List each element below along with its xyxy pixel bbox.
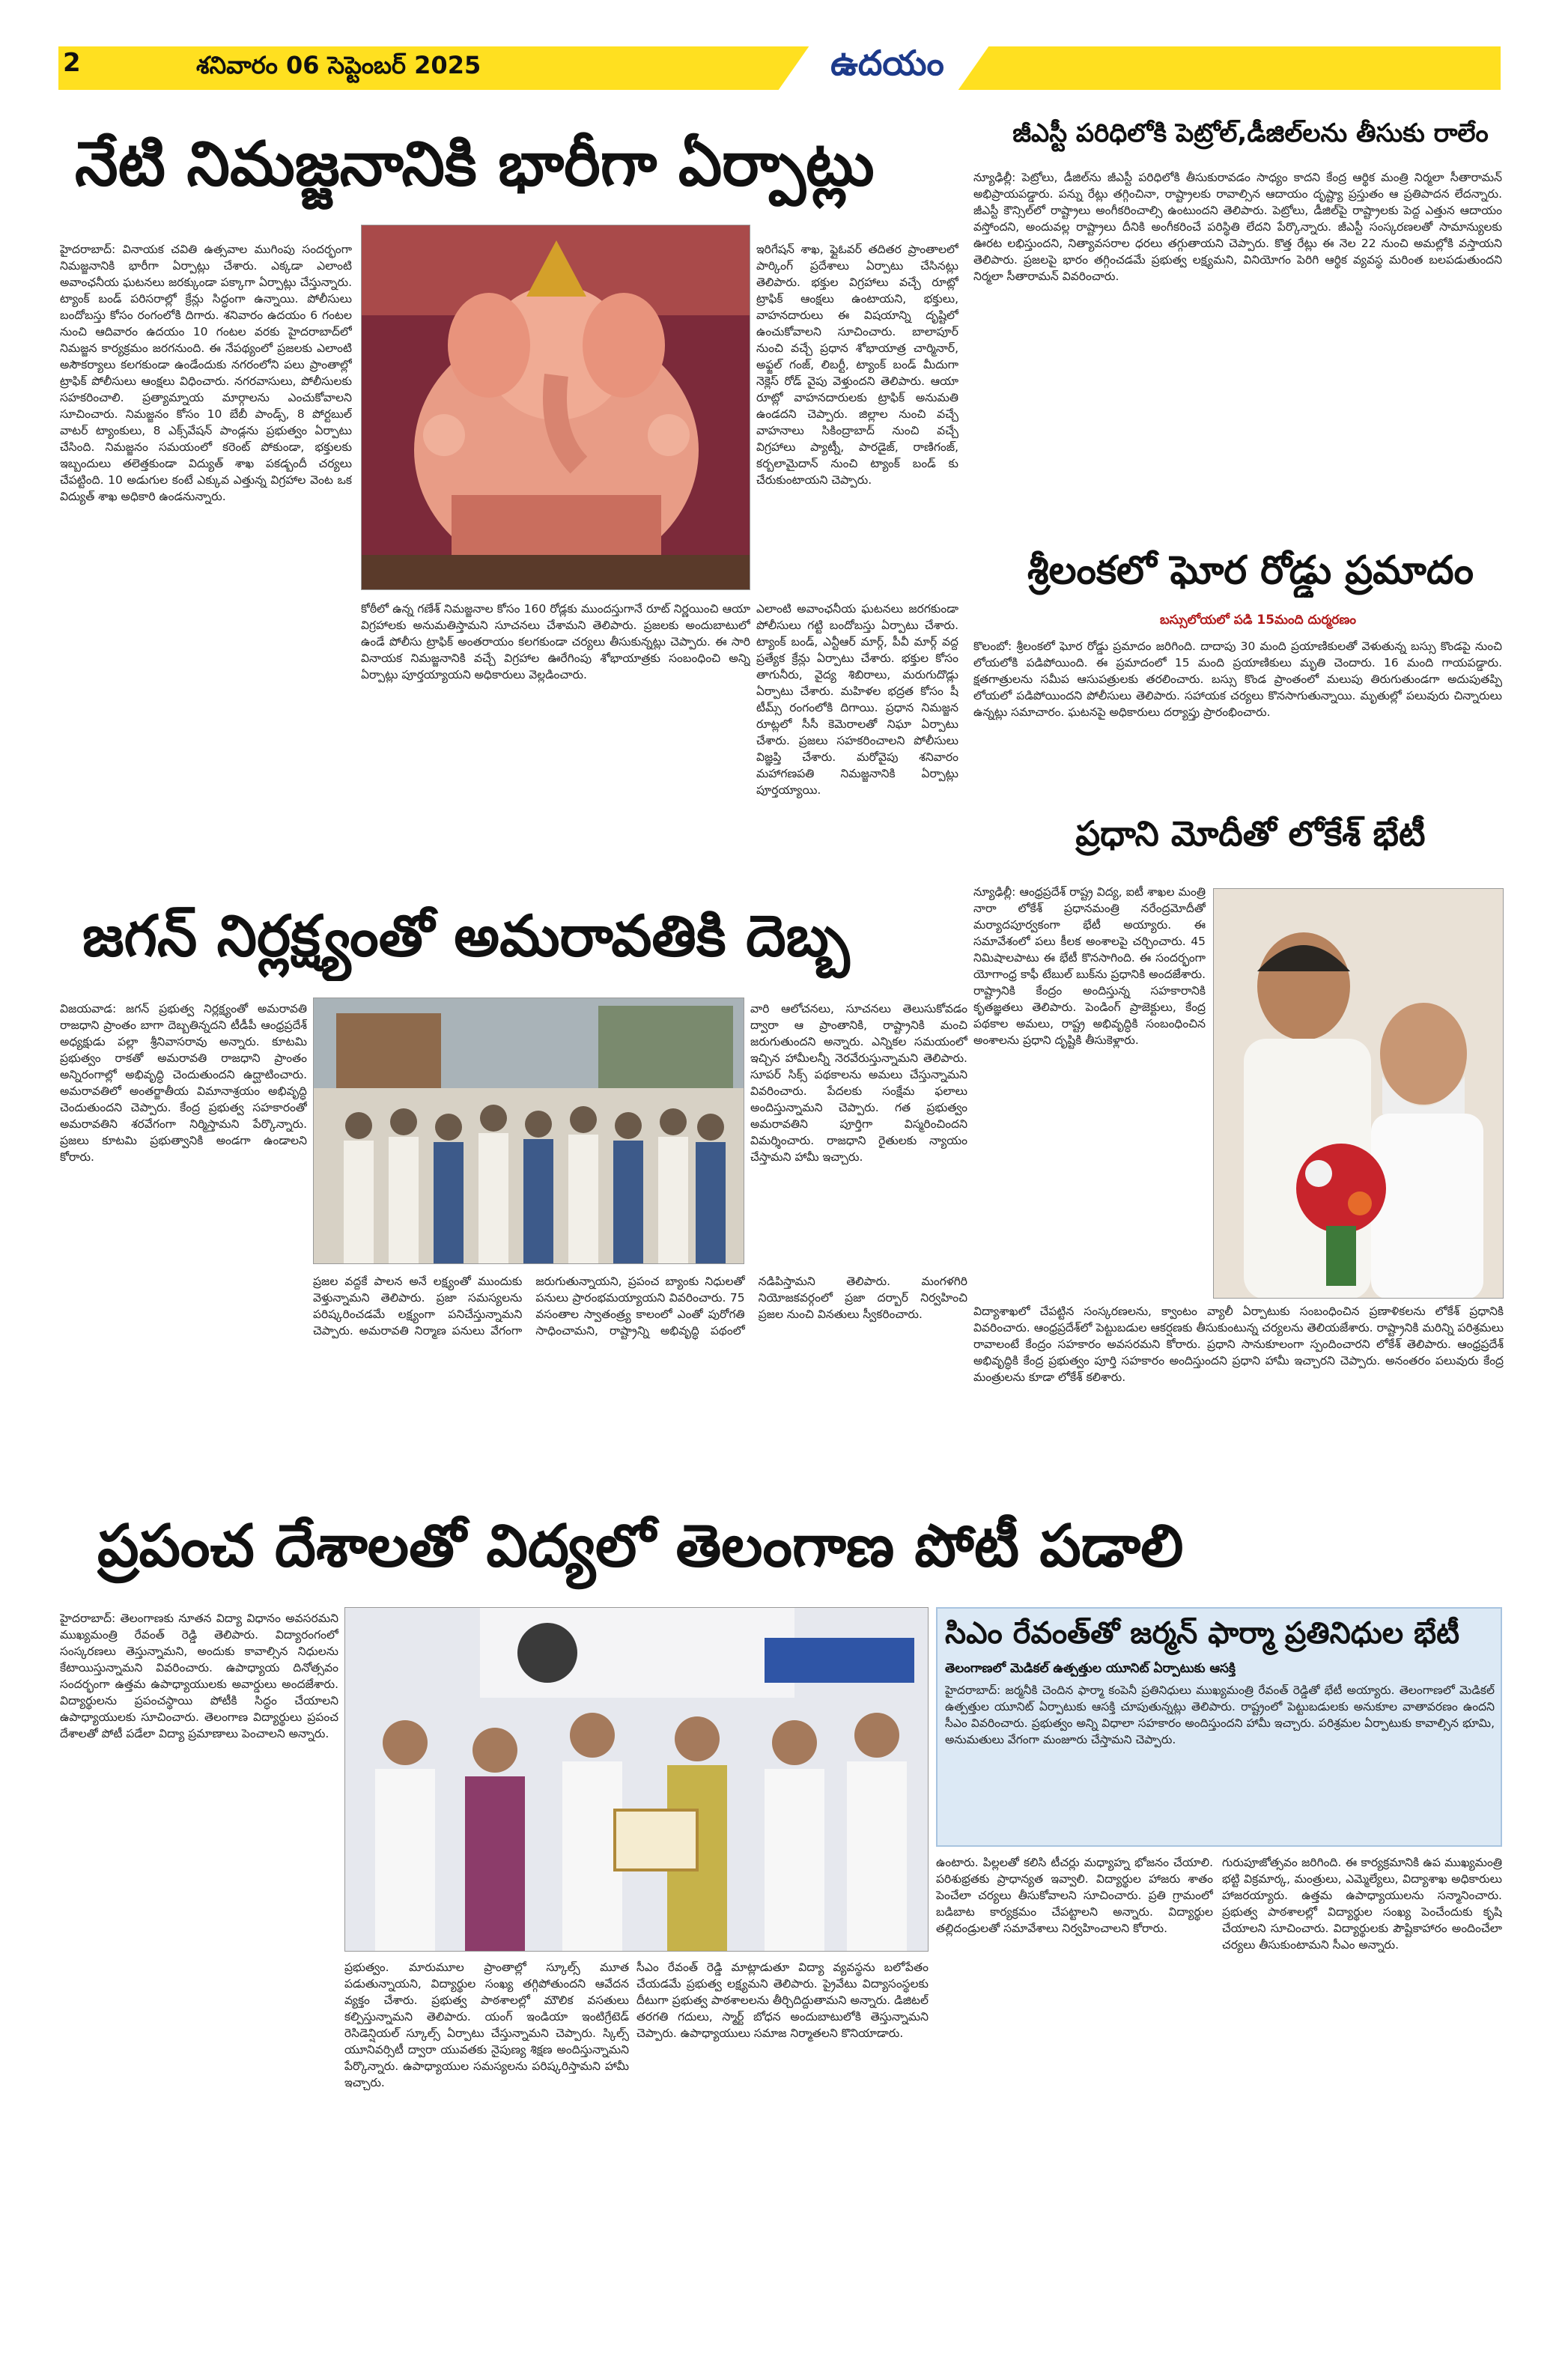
modi-text-top: న్యూఢిల్లీ: ఆంధ్రప్రదేశ్ రాష్ట్ర విద్య, ఐటీ శాఖల మంత్రి నారా లోకేశ్ ప్రధానమంత్రి నరేంద్రమోదీతో మర్యాదపూర్వకంగా భేటీ అయ్యారు. ఈ సమావేశంలో పలు కీలక అంశాలపై చర్చించారు. 45 నిమిషాలపాటు ఈ భేటీ కొనసాగింది. ఈ సందర్భంగా యోగాంధ్ర కాఫీ టేబుల్ బుక్‌ను ప్రధానికి అందజేశారు. రాష్ట్రానికి కేంద్రం అందిస్తున్న సహకారానికి కృతజ్ఞతలు తెలిపారు. పెండింగ్ ప్రాజెక్టులు, కేంద్ర పథకాల అమలు, రాష్ట్ర అభివృద్ధికి సంబంధించిన అంశాలను ప్రధాని దృష్టికి తీసుకెళ్లారు.	[973, 885, 1206, 1047]
headline-germany: సిఎం రేవంత్‌తో జర్మన్ ఫార్మా ప్రతినిధుల భేటీ	[945, 1616, 1459, 1651]
immersion-col3: కోఠీలో ఉన్న గణేశ్ నిమజ్జనాల కోసం 160 రోడ్లకు ముందస్తుగానే రూట్ నిర్ణయించి ఆయా విగ్రహాలకు అనుమతిస్తామని సూచనలు చేశామని తెలిపారు. ప్రజలకు అందుబాటులో ఉండే పోలీసు ట్రాఫిక్ అంతరాయం కలగకుండా చర్యలు తీసుకున్నట్లు చెప్పారు. ఈ సారి వినాయక నిమజ్జనానికి వచ్చే విగ్రహాల ఊరేగింపు శోభాయాత్రకు సంబంధించి అన్ని ఏర్పాట్లు పూర్తయ్యాయని అధికారులు వెల్లడించారు.	[361, 602, 750, 681]
modi-text-bottom: విద్యాశాఖలో చేపట్టిన సంస్కరణలను, క్వాంటం వ్యాలీ ఏర్పాటుకు సంబంధించిన ప్రణాళికలను లోకేశ్ ప్రధానికి వివరించారు. ఆంధ్రప్రదేశ్‌లో పెట్టుబడుల ఆకర్షణకు తీసుకుంటున్న చర్యలను తెలియజేశారు. రాష్ట్రానికి మరిన్ని పరిశ్రమలు రావాలంటే కేంద్రం సహకారం అవసరమని కోరారు. ప్రధాని సానుకూలంగా స్పందించారని లోకేశ్ తెలిపారు. ఆంధ్రప్రదేశ్ అభివృద్ధికి కేంద్ర ప్రభుత్వం పూర్తి సహకారం అందిస్తుందని ప్రధాని హామీ ఇచ్చారని చెప్పారు. అనంతరం పలువురు కేంద్ర మంత్రులను కూడా లోకేశ్ కలిశారు.	[973, 1305, 1504, 1384]
headline-telangana: ప్రపంచ దేశాలతో విద్యలో తెలంగాణ పోటీ పడాలి	[97, 1513, 1184, 1580]
immersion-col4: ఎలాంటి అవాంఛనీయ ఘటనలు జరగకుండా పోలీసులు గట్టి బందోబస్తు ఏర్పాటు చేశారు. ట్యాంక్ బండ్, ఎన్టీఆర్ మార్గ్, పీవీ మార్గ్ వద్ద ప్రత్యేక క్రేన్లు ఏర్పాటు చేశారు. భక్తుల కోసం తాగునీరు, వైద్య శిబిరాలు, మరుగుదొడ్లు ఏర్పాటు చేశారు. మహిళల భద్రత కోసం షీ టీమ్స్ రంగంలోకి దిగాయి. ప్రధాన నిమజ్జన రూట్లలో సీసీ కెమెరాలతో నిఘా ఏర్పాటు చేశారు. ప్రజలు సహకరించాలని పోలీసులు విజ్ఞప్తి చేశారు. మరోవైపు శనివారం మహాగణపతి నిమజ్జనానికి ఏర్పాట్లు పూర్తయ్యాయి.	[756, 602, 958, 797]
immersion-col1: హైదరాబాద్: వినాయక చవితి ఉత్సవాల ముగింపు సందర్భంగా నిమజ్జనానికి భారీగా ఏర్పాట్లు చేశారు. ఎక్కడా ఎలాంటి అవాంఛనీయ ఘటనలు జరక్కుండా పక్కాగా ఏర్పాట్లు చేస్తున్నారు. ట్యాంక్ బండ్ పరిసరాల్లో క్రేన్లు సిద్ధంగా ఉన్నాయి. పోలీసులు బందోబస్తు కోసం రంగంలోకి దిగారు. శనివారం ఉదయం 6 గంటల నుంచి ఆదివారం ఉదయం 10 గంటల వరకు హైదరాబాద్‌లో నిమజ్జన కార్యక్రమం జరగనుంది. ఈ నేపథ్యంలో ప్రజలకు ఎలాంటి అసౌకర్యాలు కలగకుండా ఉండేందుకు నగరంలోని పలు ప్రాంతాల్లో ట్రాఫిక్ పోలీసులు ఆంక్షలు విధించారు. నగరవాసులు, పోలీసులకు సహకరించాలి. ప్రత్యామ్నాయ మార్గాలను ఎంచుకోవాలని సూచించారు. నిమజ్జనం కోసం 10 బేబీ పాండ్స్, 8 పోర్టబుల్ వాటర్ ట్యాంకులు, 8 ఎక్స్‌వేషన్ పాండ్లను ప్రభుత్వం ఏర్పాటు చేసింది. నిమజ్జనం సమయంలో కరెంట్ పోకుండా, భక్తులకు ఇబ్బందులు తలెత్తకుండా విద్యుత్ శాఖ పకడ్బందీ చర్యలు చేపట్టింది. 10 అడుగుల కంటే ఎక్కువ ఎత్తున్న విగ్రహాల వెంట ఒక విద్యుత్ శాఖ అధికారి ఉండనున్నారు.	[60, 243, 352, 503]
immersion-col2: ఇరిగేషన్ శాఖ, ఫ్లైఓవర్ తదితర ప్రాంతాలలో పార్కింగ్ ప్రదేశాలు ఏర్పాటు చేసినట్లు తెలిపారు. భక్తుల విగ్రహాలు వచ్చే రూట్లో ట్రాఫిక్ ఆంక్షలు ఉంటాయని, భక్తులు, వాహనదారులు ఈ విషయాన్ని దృష్టిలో ఉంచుకోవాలని సూచించారు. బాలాపూర్ నుంచి వచ్చే ప్రధాన శోభాయాత్ర చార్మినార్, అఫ్జల్ గంజ్, లిబర్టీ, ట్యాంక్ బండ్ మీదుగా నెక్లెస్ రోడ్ వైపు వెళ్తుందని తెలిపారు. ఆయా రూట్లో వాహనదారులకు ట్రాఫిక్ అనుమతి ఉండదని చెప్పారు. జిల్లాల నుంచి వచ్చే వాహనాలు సికింద్రాబాద్ నుంచి వచ్చే విగ్రహాలు ప్యాట్నీ, పారడైజ్, రాణిగంజ్, కర్బలామైదాన్ నుంచి ట్యాంక్ బండ్ కు చేరుకుంటాయని చెప్పారు.	[756, 243, 958, 487]
dateline: శనివారం 06 సెప్టెంబర్ 2025	[196, 51, 481, 79]
teachers-day-photo	[344, 1607, 929, 1952]
telangana-col1: హైదరాబాద్: తెలంగాణకు నూతన విద్యా విధానం అవసరమని ముఖ్యమంత్రి రేవంత్ రెడ్డి తెలిపారు. విద్యారంగంలో సంస్కరణలు తెస్తున్నామని, అందుకు కావాల్సిన నిధులను కేటాయిస్తున్నామని వివరించారు. ఉపాధ్యాయ దినోత్సవం సందర్భంగా ఉత్తమ ఉపాధ్యాయులకు అవార్డులు అందజేశారు. విద్యార్థులను ప్రపంచస్థాయి పోటీకి సిద్ధం చేయాలని ఉపాధ్యాయులకు సూచించారు. తెలంగాణ విద్యార్థులు ప్రపంచ దేశాలతో పోటీ పడేలా విద్యా ప్రమాణాలు పెంచాలని అన్నారు.	[60, 1612, 338, 1740]
ganesh-idol-photo	[361, 225, 750, 590]
srilanka-text: కొలంబో: శ్రీలంకలో ఘోర రోడ్డు ప్రమాదం జరిగింది. దాదాపు 30 మంది ప్రయాణికులతో వెళుతున్న బస్సు కొండపై నుంచి లోయలోకి పడిపోయింది. ఈ ప్రమాదంలో 15 మంది ప్రయాణికులు మృతి చెందారు. 16 మంది గాయపడ్డారు. క్షతగాత్రులను సమీప ఆసుపత్రులకు తరలించారు. బస్సు కొండ ప్రాంతంలో మలుపు తిరుగుతుండగా అదుపుతప్పి లోయలో పడిపోయిందని పోలీసులు తెలిపారు. సహాయక చర్యలు కొనసాగుతున్నాయి. మృతుల్లో పలువురు చిన్నారులు ఉన్నట్లు సమాచారం. ఘటనపై అధికారులు దర్యాప్తు ప్రారంభించారు.	[973, 640, 1502, 719]
page-number: 2	[63, 48, 81, 78]
germany-text: హైదరాబాద్: జర్మనీకి చెందిన ఫార్మా కంపెనీ ప్రతినిధులు ముఖ్యమంత్రి రేవంత్ రెడ్డితో భేటీ అయ్యారు. తెలంగాణలో మెడికల్ ఉత్పత్తుల యూనిట్ ఏర్పాటుకు ఆసక్తి చూపుతున్నట్లు తెలిపారు. రాష్ట్రంలో పెట్టుబడులకు అనుకూల వాతావరణం ఉందని సీఎం వివరించారు. ప్రభుత్వం అన్ని విధాలా సహకారం అందిస్తుందని హామీ ఇచ్చారు. పరిశ్రమల ఏర్పాటుకు కావాల్సిన భూమి, అనుమతులు వేగంగా మంజూరు చేస్తామని చెప్పారు.	[945, 1684, 1495, 1746]
jagan-col2: వారి ఆలోచనలు, సూచనలు తెలుసుకోవడం ద్వారా ఆ ప్రాంతానికి, రాష్ట్రానికి మంచి జరుగుతుందని అన్నారు. ఎన్నికల సమయంలో ఇచ్చిన హామీలన్నీ నెరవేరుస్తున్నామని తెలిపారు. సూపర్ సిక్స్ పథకాలను అమలు చేస్తున్నామని వివరించారు. పేదలకు సంక్షేమ ఫలాలు అందిస్తున్నామని చెప్పారు. గత ప్రభుత్వం అమరావతిని పూర్తిగా విస్మరించిందని విమర్శించారు. రాజధాని రైతులకు న్యాయం చేస్తామని హామీ ఇచ్చారు.	[750, 1002, 967, 1164]
headline-modi: ప్రధాని మోదీతో లోకేశ్ భేటీ	[1075, 813, 1426, 854]
lokesh-modi-illustration	[1214, 889, 1504, 1299]
telangana-col5: గురుపూజోత్సవం జరిగింది. ఈ కార్యక్రమానికి ఉప ముఖ్యమంత్రి భట్టి విక్రమార్క, మంత్రులు, ఎమ్మెల్యేలు, విద్యాశాఖ అధికారులు హాజరయ్యారు. ఉత్తమ ఉపాధ్యాయులను సన్మానించారు. ప్రభుత్వ పాఠశాలల్లో విద్యార్థుల సంఖ్య పెంచేందుకు కృషి చేయాలని సూచించారు. విద్యార్థులకు పౌష్టికాహారం అందించేలా చర్యలు తీసుకుంటామని సీఎం అన్నారు.	[1222, 1856, 1502, 1952]
jagan-crowd-photo	[313, 998, 744, 1264]
ganesh-idol-illustration	[362, 225, 750, 590]
telangana-col3: సీఎం రేవంత్ రెడ్డి మాట్లాడుతూ విద్యా వ్యవస్థను బలోపేతం చేయడమే ప్రభుత్వ లక్ష్యమని తెలిపారు. ప్రైవేటు విద్యాసంస్థలకు దీటుగా ప్రభుత్వ పాఠశాలలను తీర్చిదిద్దుతామని అన్నారు. డిజిటల్ తరగతి గదులు, స్మార్ట్ బోధన అందుబాటులోకి తెస్తున్నామని చెప్పారు. ఉపాధ్యాయులు సమాజ నిర్మాతలని కొనియాడారు.	[636, 1961, 929, 2040]
germany-subhead: తెలంగాణలో మెడికల్ ఉత్పత్తుల యూనిట్ ఏర్పాటుకు ఆసక్తి	[945, 1661, 1236, 1676]
headline-srilanka: శ్రీలంకలో ఘోర రోడ్డు ప్రమాదం	[1027, 548, 1474, 593]
gst-text: న్యూఢిల్లీ: పెట్రోలు, డీజిల్‌ను జీఎస్టీ పరిధిలోకి తీసుకురావడం సాధ్యం కాదని కేంద్ర ఆర్థిక మంత్రి నిర్మలా సీతారామన్ అభిప్రాయపడ్డారు. పన్ను రేట్లు తగ్గించినా, రాష్ట్రాలకు రావాల్సిన ఆదాయం దృష్ట్యా ప్రస్తుతం ఆ ప్రతిపాదన లేదన్నారు. జీఎస్టీ కౌన్సిల్‌లో రాష్ట్రాలు అంగీకరించాల్సి ఉంటుందని తెలిపారు. పెట్రోలు, డీజిల్‌పై రాష్ట్రాలకు పెద్ద ఎత్తున ఆదాయం వస్తోందని, అందువల్ల రాష్ట్రాలు దీనికి అంగీకరించే పరిస్థితి లేదని పేర్కొన్నారు. జీఎస్టీ సంస్కరణలతో సామాన్యులకు ఊరట లభిస్తుందని, నిత్యావసరాల ధరలు తగ్గుతాయని చెప్పారు. కొత్త రేట్లు ఈ నెల 22 నుంచి అమల్లోకి వస్తాయని తెలిపారు. ప్రజలపై భారం తగ్గించడమే ప్రభుత్వ లక్ష్యమని, వినియోగం పెరిగి ఆర్థిక వ్యవస్థ మరింత బలపడుతుందని నిర్మలా సీతారామన్ వివరించారు.	[973, 171, 1502, 283]
crowd-illustration	[314, 998, 744, 1264]
award-ceremony-illustration	[345, 1608, 929, 1952]
srilanka-subhead: బస్సులోయలో పడి 15మంది దుర్మరణం	[1159, 613, 1357, 628]
jagan-col1: విజయవాడ: జగన్ ప్రభుత్వ నిర్లక్ష్యంతో అమరావతి రాజధాని ప్రాంతం బాగా దెబ్బతిన్నదని టీడీపీ ఆంధ్రప్రదేశ్ అధ్యక్షుడు పల్లా శ్రీనివాసరావు అన్నారు. కూటమి ప్రభుత్వం రాకతో అమరావతి రాజధాని ప్రాంతం అన్నిరంగాల్లో అభివృద్ధి చెందుతుందని ఉద్ఘాటించారు. అమరావతిలో అంతర్జాతీయ విమానాశ్రయం అభివృద్ధి చెందుతుందని చెప్పారు. కేంద్ర ప్రభుత్వ సహకారంతో అమరావతిని శరవేగంగా నిర్మిస్తామని పేర్కొన్నారు. ప్రజలు కూటమి ప్రభుత్వానికి అండగా ఉండాలని కోరారు.	[60, 1002, 307, 1164]
newspaper-logo	[816, 43, 958, 96]
headline-immersion: నేటి నిమజ్జనానికి భారీగా ఏర్పాట్లు	[75, 129, 875, 200]
headline-gst: జీఎస్టీ పరిధిలోకి పెట్రోల్,డీజిల్‌లను తీసుకు రాలేం	[1012, 118, 1489, 148]
headline-jagan: జగన్ నిర్లక్ష్యంతో అమరావతికి దెబ్బ	[82, 902, 850, 969]
logo-text: ఉదయం	[830, 43, 944, 83]
lokesh-modi-photo	[1213, 888, 1504, 1299]
jagan-col3: ప్రజల వద్దకే పాలన అనే లక్ష్యంతో ముందుకు వెళ్తున్నామని తెలిపారు. ప్రజా సమస్యలను పరిష్కరించడమే లక్ష్యంగా పనిచేస్తున్నామని చెప్పారు. అమరావతి నిర్మాణ పనులు వేగంగా జరుగుతున్నాయని, ప్రపంచ బ్యాంకు నిధులతో పనులు ప్రారంభమయ్యాయని వివరించారు. 75 వసంతాల స్వాతంత్ర్య కాలంలో ఎంతో పురోగతి సాధించామని, రాష్ట్రాన్ని అభివృద్ధి పథంలో నడిపిస్తామని తెలిపారు. మంగళగిరి నియోజకవర్గంలో ప్రజా దర్బార్ నిర్వహించి ప్రజల నుంచి వినతులు స్వీకరించారు.	[313, 1275, 967, 1338]
telangana-col4: ఉంటారు. పిల్లలతో కలిసి టీచర్లు మధ్యాహ్న భోజనం చేయాలి. పరిశుభ్రతకు ప్రాధాన్యత ఇవ్వాలి. విద్యార్థుల హాజరు శాతం పెంచేలా చర్యలు తీసుకోవాలని సూచించారు. ప్రతి గ్రామంలో బడిబాట కార్యక్రమం చేపట్టాలని అన్నారు. విద్యార్థుల తల్లిదండ్రులతో సమావేశాలు నిర్వహించాలని కోరారు.	[936, 1856, 1213, 1935]
telangana-col2: ప్రభుత్వం. మారుమూల ప్రాంతాల్లో స్కూల్స్ మూత పడుతున్నాయని, విద్యార్థుల సంఖ్య తగ్గిపోతుందని ఆవేదన వ్యక్తం చేశారు. ప్రభుత్వ పాఠశాలల్లో మౌలిక వసతులు కల్పిస్తున్నామని తెలిపారు. యంగ్ ఇండియా ఇంటిగ్రేటెడ్ రెసిడెన్షియల్ స్కూల్స్ ఏర్పాటు చేస్తున్నామని చెప్పారు. స్కిల్స్ యూనివర్సిటీ ద్వారా యువతకు నైపుణ్య శిక్షణ అందిస్తున్నామని పేర్కొన్నారు. ఉపాధ్యాయుల సమస్యలను పరిష్కరిస్తామని హామీ ఇచ్చారు.	[344, 1961, 629, 2089]
